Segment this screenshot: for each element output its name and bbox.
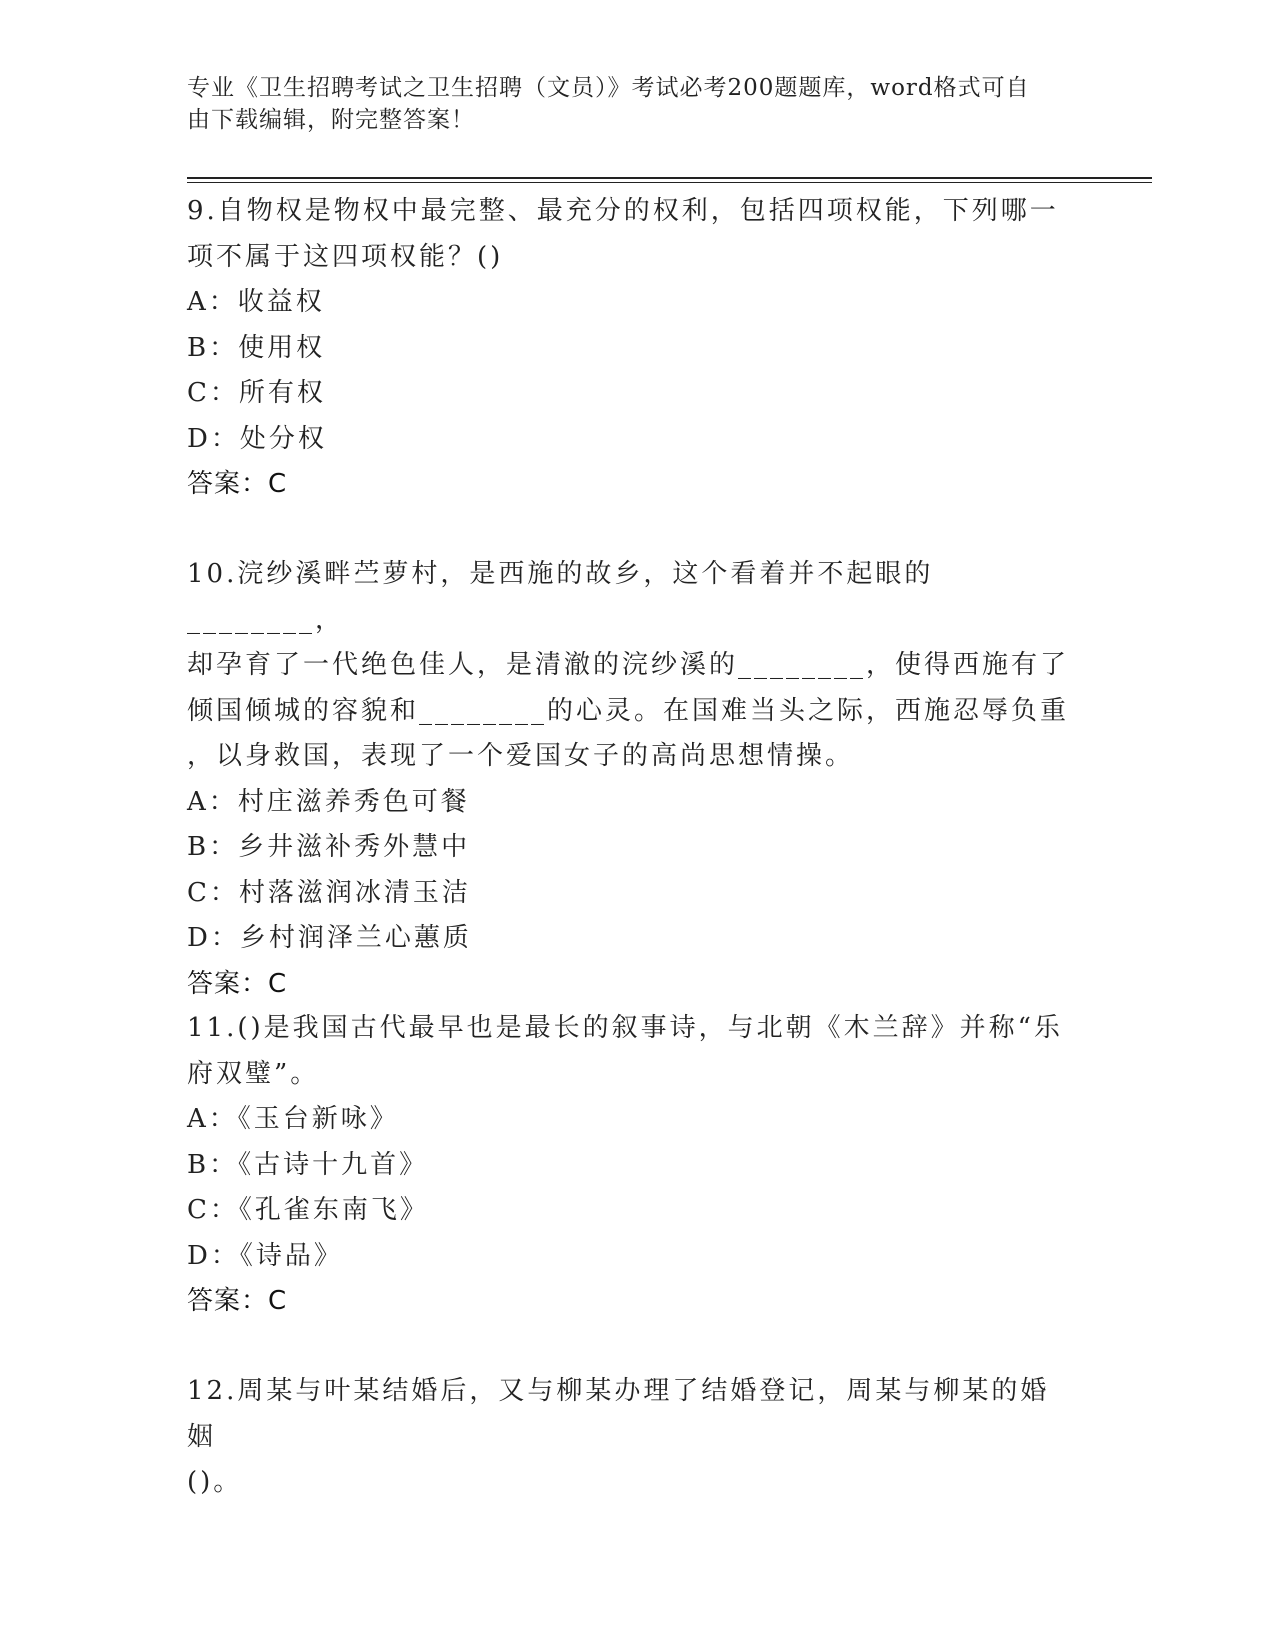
- header-divider-thin: [187, 182, 1152, 183]
- question-stem-line: 11.()是我国古代最早也是最长的叙事诗，与北朝《木兰辞》并称“乐: [187, 1013, 1063, 1043]
- option-d: D：《诗品》: [187, 1240, 343, 1271]
- header-divider-thick: [187, 177, 1152, 179]
- answer-line: 答案：C: [187, 968, 288, 999]
- option-a: A：收益权: [187, 287, 325, 317]
- option-d: D：乡村润泽兰心蕙质: [187, 923, 472, 953]
- question-stem-line: 倾国倾城的容貌和________的心灵。在国难当头之际，西施忍辱负重: [187, 695, 1070, 726]
- option-b: B：乡井滋补秀外慧中: [187, 832, 471, 862]
- option-b: B：使用权: [187, 332, 326, 363]
- question-stem-line: 10.浣纱溪畔苎萝村，是西施的故乡，这个看着并不起眼的________，: [187, 559, 934, 635]
- question-stem-line: 却孕育了一代绝色佳人，是清澈的浣纱溪的________，使得西施有了: [187, 650, 1070, 680]
- question-stem-line: ()。: [187, 1467, 243, 1497]
- option-c: C：《孔雀东南飞》: [187, 1195, 429, 1225]
- question-11: [187, 1006, 1072, 1325]
- question-stem-line: 项不属于这四项权能？(): [187, 241, 504, 272]
- answer-line: 答案：C: [187, 1286, 288, 1316]
- option-a: A：村庄滋养秀色可餐: [187, 786, 470, 817]
- question-stem-line: 9.自物权是物权中最完整、最充分的权利，包括四项权能，下列哪一: [187, 196, 1059, 226]
- question-12: [187, 1369, 1072, 1506]
- header-line-1: 专业《卫生招聘考试之卫生招聘（文员）》考试必考200题题库，word格式可自: [187, 75, 1030, 101]
- question-stem-line: ，以身救国，表现了一个爱国女子的高尚思想情操。: [187, 741, 855, 771]
- answer-line: 答案：C: [187, 469, 288, 499]
- option-a: A：《玉台新咏》: [187, 1104, 399, 1134]
- option-c: C：村落滋润冰清玉洁: [187, 877, 471, 908]
- option-b: B：《古诗十九首》: [187, 1149, 429, 1180]
- question-stem-line: 12.周某与叶某结婚后，又与柳某办理了结婚登记，周某与柳某的婚姻: [187, 1376, 1050, 1452]
- document-header: [187, 72, 1067, 136]
- option-d: D：处分权: [187, 423, 327, 454]
- question-10: [187, 552, 1072, 1007]
- option-c: C：所有权: [187, 378, 326, 408]
- header-line-2: 由下载编辑，附完整答案！: [187, 107, 475, 133]
- question-stem-line: 府双璧”。: [187, 1058, 320, 1089]
- question-9: [187, 189, 1072, 508]
